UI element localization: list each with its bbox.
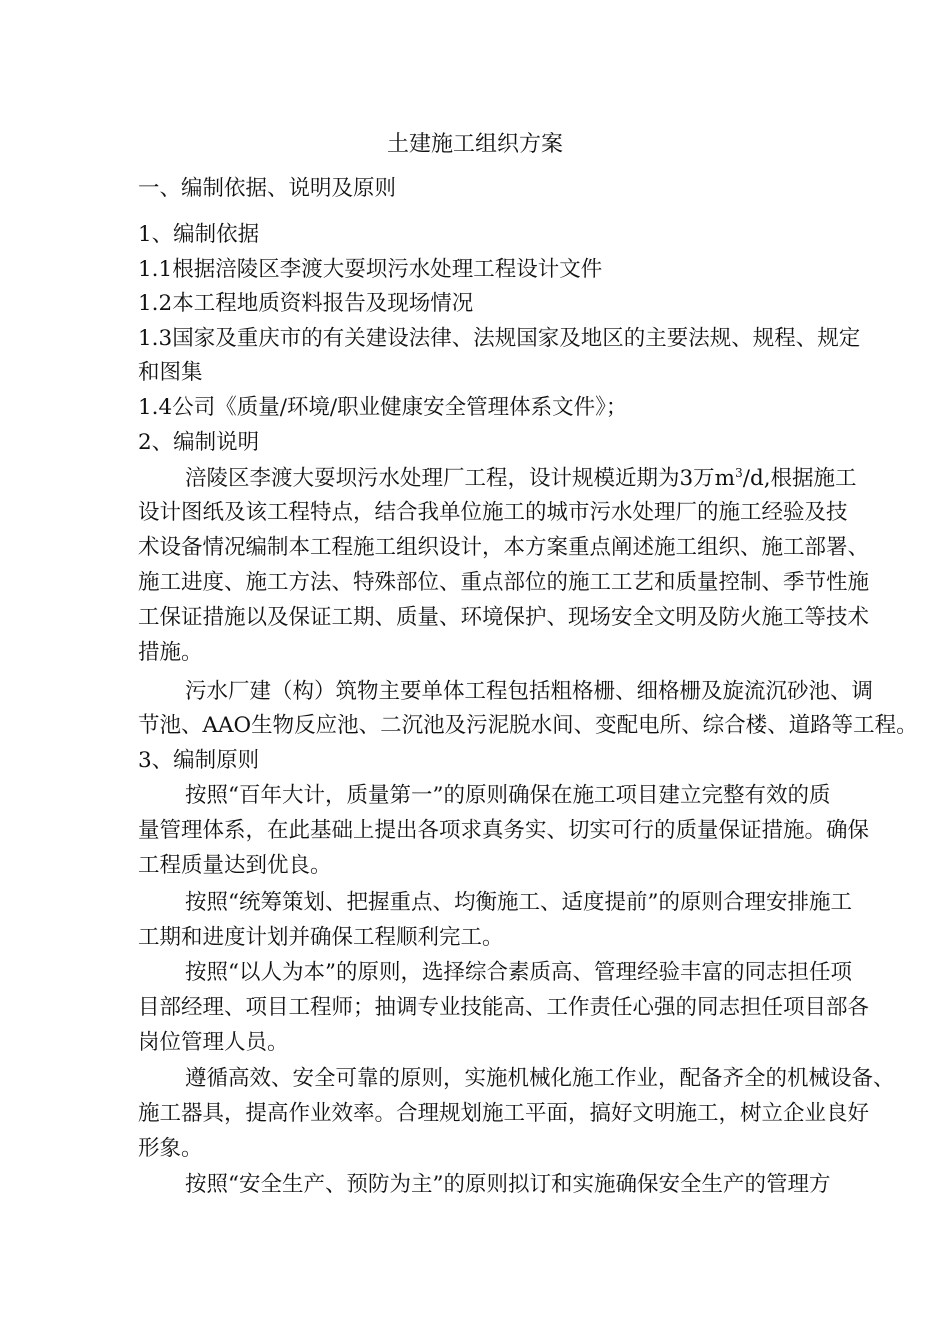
paragraph-line: 节池、AAO生物反应池、二沉池及污泥脱水间、变配电所、综合楼、道路等工程。 xyxy=(138,713,918,738)
paragraph-line: 施工器具，提高作业效率。合理规划施工平面，搞好文明施工，树立企业良好 xyxy=(138,1101,870,1126)
basis-item-continued: 和图集 xyxy=(138,360,203,385)
paragraph-line: 设计图纸及该工程特点，结合我单位施工的城市污水处理厂的施工经验及技 xyxy=(138,500,848,525)
paragraph-line: 按照“百年大计，质量第一”的原则确保在施工项目建立完整有效的质 xyxy=(185,783,831,808)
paragraph-line: 工程质量达到优良。 xyxy=(138,853,332,878)
paragraph-line: 目部经理、项目工程师；抽调专业技能高、工作责任心强的同志担任项目部各 xyxy=(138,995,870,1020)
paragraph-line: 形象。 xyxy=(138,1136,203,1161)
paragraph-line: 遵循高效、安全可靠的原则，实施机械化施工作业，配备齐全的机械设备、 xyxy=(185,1066,895,1091)
document-title: 土建施工组织方案 xyxy=(386,132,563,157)
basis-item: 1.1根据涪陵区李渡大耍坝污水处理工程设计文件 xyxy=(138,257,603,282)
basis-item: 1.2本工程地质资料报告及现场情况 xyxy=(138,291,474,316)
paragraph-line: 量管理体系，在此基础上提出各项求真务实、切实可行的质量保证措施。确保 xyxy=(138,818,870,843)
paragraph-line: 岗位管理人员。 xyxy=(138,1030,289,1055)
subsection-heading-explanation: 2、编制说明 xyxy=(138,430,260,455)
paragraph-line: 按照“以人为本”的原则，选择综合素质高、管理经验丰富的同志担任项 xyxy=(185,960,852,985)
paragraph-line xyxy=(185,462,857,496)
subsection-heading-principles: 3、编制原则 xyxy=(138,748,260,773)
text-run: 涪陵区李渡大耍坝污水处理厂工程，设计规模近期为3万m xyxy=(185,466,736,491)
superscript: 3 xyxy=(735,465,743,480)
paragraph-line: 术设备情况编制本工程施工组织设计，本方案重点阐述施工组织、施工部署、 xyxy=(138,535,870,560)
basis-item: 1.4公司《质量/环境/职业健康安全管理体系文件》； xyxy=(138,395,628,420)
paragraph-line: 工期和进度计划并确保工程顺利完工。 xyxy=(138,925,504,950)
basis-item: 1.3国家及重庆市的有关建设法律、法规国家及地区的主要法规、规程、规定 xyxy=(138,326,861,351)
paragraph-line: 措施。 xyxy=(138,640,203,665)
subsection-heading-basis: 1、编制依据 xyxy=(138,222,260,247)
section-heading: 一、编制依据、说明及原则 xyxy=(138,176,397,201)
paragraph-line: 按照“统筹策划、把握重点、均衡施工、适度提前”的原则合理安排施工 xyxy=(185,890,852,915)
paragraph-line: 施工进度、施工方法、特殊部位、重点部位的施工工艺和质量控制、季节性施 xyxy=(138,570,870,595)
paragraph-line: 工保证措施以及保证工期、质量、环境保护、现场安全文明及防火施工等技术 xyxy=(138,605,870,630)
text-run: /d,根据施工 xyxy=(742,466,857,491)
paragraph-line: 按照“安全生产、预防为主”的原则拟订和实施确保安全生产的管理方 xyxy=(185,1172,831,1197)
paragraph-line: 污水厂建（构）筑物主要单体工程包括粗格栅、细格栅及旋流沉砂池、调 xyxy=(185,679,874,704)
